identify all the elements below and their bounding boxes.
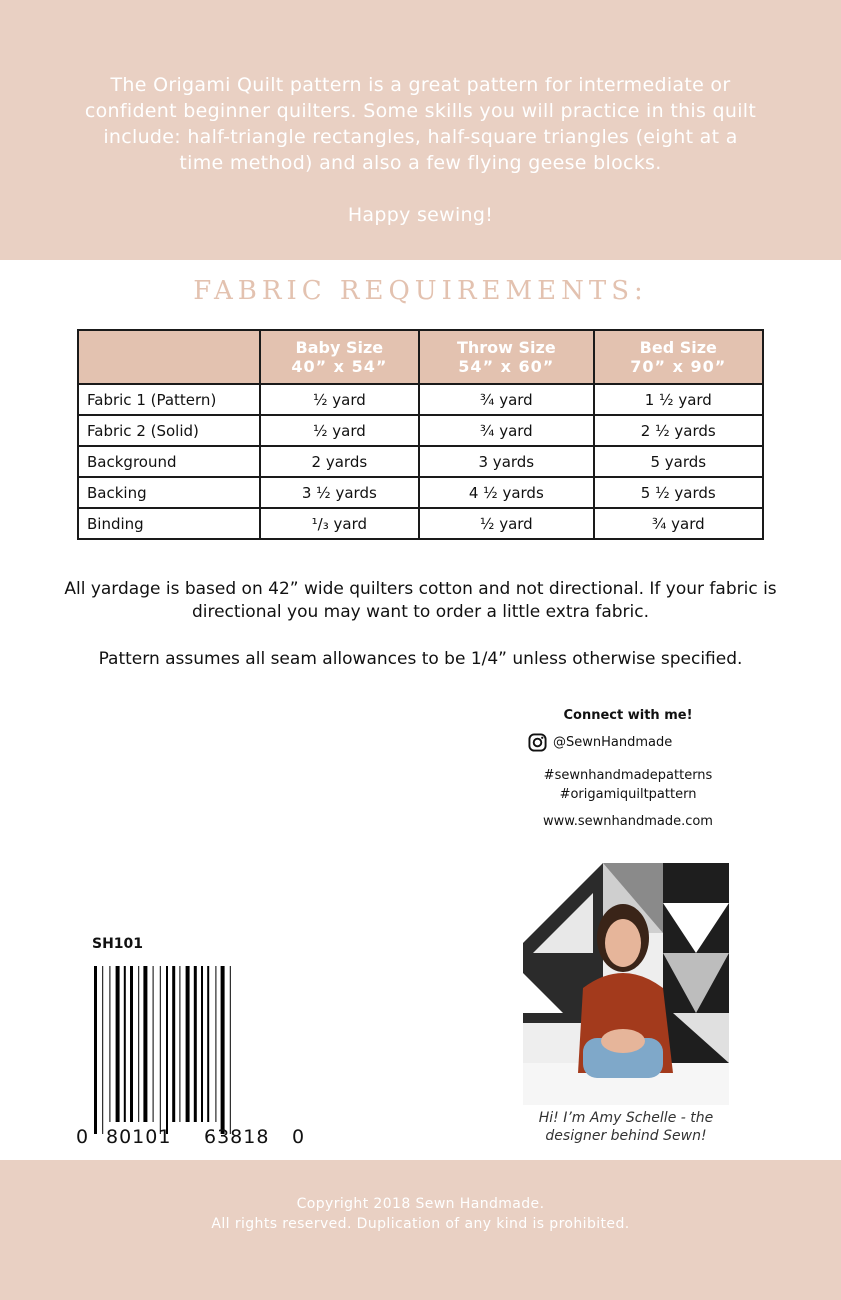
seam-note-text: Pattern assumes all seam allowances to be 1/4” unless otherwise specified. (98, 649, 743, 669)
table-corner-cell (78, 330, 260, 384)
header-name: Bed Size (639, 338, 717, 357)
barcode-bar (153, 966, 154, 1122)
connect-title: Connect with me! (563, 708, 693, 723)
header-bed-size (594, 330, 763, 384)
barcode-digit-left: 0 (76, 1126, 89, 1148)
intro-closing: Happy sewing! (347, 204, 494, 226)
header-dims: 54” x 60” (458, 357, 555, 376)
header-name: Baby Size (295, 338, 384, 357)
table-row (78, 508, 763, 539)
cell-bed: 2 ½ yards (594, 415, 763, 446)
barcode-bar (143, 966, 147, 1122)
cell-bed: 5 ½ yards (594, 477, 763, 508)
barcode-bar (230, 966, 231, 1134)
header-dims: 40” x 54” (291, 357, 388, 376)
barcode-bar (186, 966, 190, 1122)
instagram-icon (528, 733, 547, 752)
instagram-handle: @SewnHandmade (553, 735, 673, 750)
barcode-bar (172, 966, 175, 1122)
barcode-bar (221, 966, 225, 1134)
cell-bed: ¾ yard (594, 508, 763, 539)
table-row (78, 477, 763, 508)
intro-text (80, 72, 761, 228)
cell-bed: 1 ½ yard (594, 384, 763, 415)
copyright (0, 1194, 841, 1234)
row-label: Background (78, 446, 260, 477)
sku-label: SH101 (92, 936, 144, 952)
cell-throw: ¾ yard (419, 415, 593, 446)
seam-note (60, 648, 781, 671)
yardage-note (60, 578, 781, 624)
hashtags (528, 766, 728, 804)
row-label: Binding (78, 508, 260, 539)
intro-paragraph: The Origami Quilt pattern is a great pattern for intermediate or confident beginner quilters. Some skills you will practice in this quilt include: half-triangle rectangles, half-square triangles (eight at a time method) and also a few flying geese blocks. (84, 74, 757, 174)
table-header-row (78, 330, 763, 384)
barcode-bar (116, 966, 120, 1122)
barcode-bar (102, 966, 103, 1134)
barcode-bar (201, 966, 203, 1122)
barcode-bar (160, 966, 161, 1134)
cell-baby: ½ yard (260, 384, 419, 415)
header-dims: 70” x 90” (630, 357, 727, 376)
cell-baby: 2 yards (260, 446, 419, 477)
barcode-bar (109, 966, 110, 1122)
cell-throw: ¾ yard (419, 384, 593, 415)
barcode-group-1: 80101 (106, 1126, 172, 1148)
barcode-bar (94, 966, 97, 1134)
barcode-bars (76, 966, 306, 1146)
table-row (78, 384, 763, 415)
header-throw-size (419, 330, 593, 384)
barcode-group-2: 63818 (204, 1126, 270, 1148)
barcode-bar (130, 966, 133, 1122)
row-label: Fabric 1 (Pattern) (78, 384, 260, 415)
header-name: Throw Size (456, 338, 556, 357)
table-row (78, 415, 763, 446)
fabric-requirements-table (77, 329, 764, 540)
instagram-link[interactable] (528, 733, 728, 752)
section-title: FABRIC REQUIREMENTS: (193, 276, 648, 306)
designer-caption: Hi! I’m Amy Schelle - the designer behind Sewn! (538, 1110, 714, 1144)
barcode-bar (215, 966, 216, 1122)
barcode-bar (124, 966, 126, 1122)
website-link[interactable]: www.sewnhandmade.com (543, 814, 713, 829)
cell-throw: ½ yard (419, 508, 593, 539)
barcode (76, 966, 306, 1146)
copyright-line-1: Copyright 2018 Sewn Handmade. (296, 1196, 545, 1212)
row-label: Fabric 2 (Solid) (78, 415, 260, 446)
cell-throw: 4 ½ yards (419, 477, 593, 508)
barcode-bar (207, 966, 209, 1122)
connect-block (528, 708, 728, 829)
copyright-line-2: All rights reserved. Duplication of any kind is prohibited. (211, 1216, 630, 1232)
row-label: Backing (78, 477, 260, 508)
barcode-bar (166, 966, 168, 1134)
barcode-digit-right: 0 (292, 1126, 305, 1148)
barcode-bar (179, 966, 180, 1122)
cell-throw: 3 yards (419, 446, 593, 477)
hashtag-origamiquiltpattern: #origamiquiltpattern (559, 787, 697, 802)
table-row (78, 446, 763, 477)
header-baby-size (260, 330, 419, 384)
designer-photo (523, 863, 729, 1105)
barcode-bar (138, 966, 139, 1122)
barcode-bar (194, 966, 197, 1122)
cell-baby: ½ yard (260, 415, 419, 446)
cell-baby: ¹/₃ yard (260, 508, 419, 539)
yardage-note-text: All yardage is based on 42” wide quilters cotton and not directional. If your fabric is directional you may want to order a little extra fabric. (64, 579, 777, 622)
hashtag-sewnhandmadepatterns: #sewnhandmadepatterns (543, 768, 713, 783)
cell-bed: 5 yards (594, 446, 763, 477)
cell-baby: 3 ½ yards (260, 477, 419, 508)
